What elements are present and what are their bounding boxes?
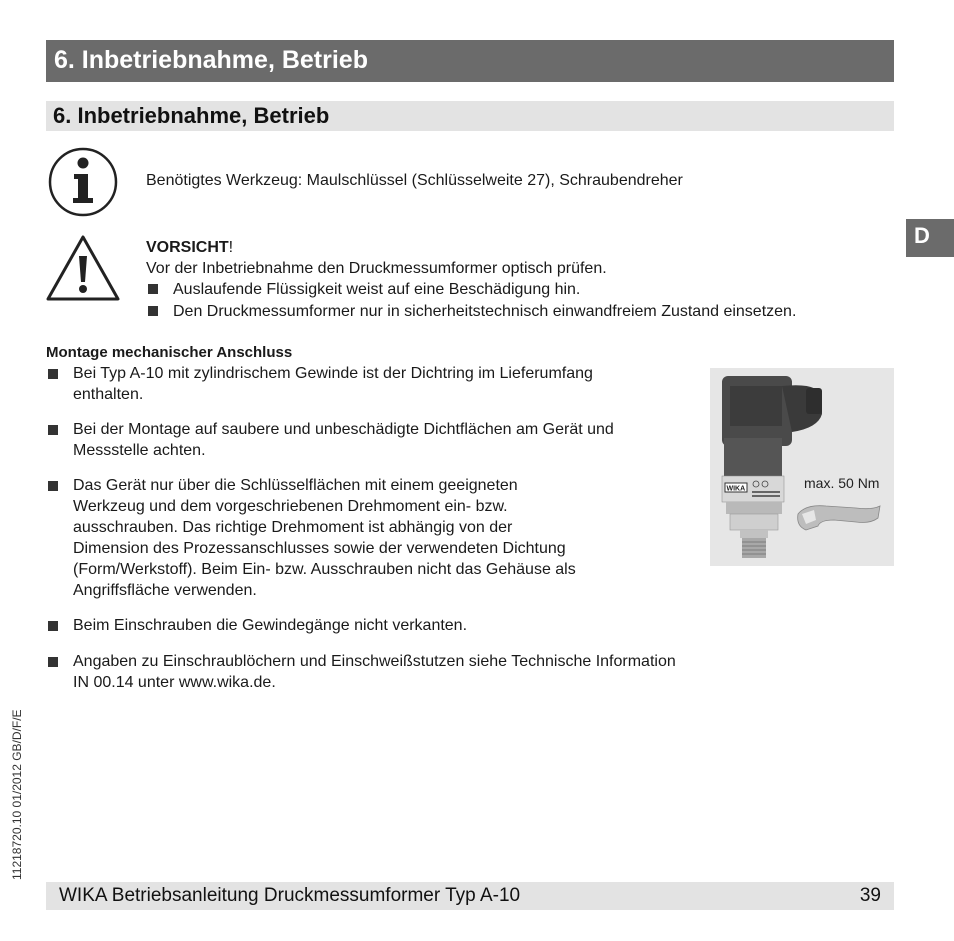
bullet-square-icon [48, 425, 58, 435]
mounting-bullet-line: Angriffsfläche verwenden. [73, 582, 257, 599]
pressure-transmitter-illustration [710, 368, 894, 566]
info-note-text: Benötigtes Werkzeug: Maulschlüssel (Schlüsselweite 27), Schraubendreher [146, 172, 683, 189]
torque-label: max. 50 Nm [804, 475, 880, 491]
bullet-square-icon [48, 657, 58, 667]
footer-title: WIKA Betriebsanleitung Druckmessumformer Typ A-10 [59, 885, 521, 906]
main-section-header [46, 40, 894, 82]
caution-bullet-text: Auslaufende Flüssigkeit weist auf eine Beschädigung hin. [173, 281, 581, 298]
footer-bar [46, 882, 894, 910]
language-tab-label: D [914, 223, 930, 248]
bullet-square-icon [148, 284, 158, 294]
warning-triangle-icon [45, 234, 121, 302]
bullet-square-icon [48, 621, 58, 631]
mounting-bullet-line: Werkzeug und dem vorgeschriebenen Drehmoment ein- bzw. [73, 498, 508, 515]
mounting-bullet-5 [73, 651, 676, 693]
mounting-bullet-2 [73, 419, 614, 461]
mounting-heading: Montage mechanischer Anschluss [46, 344, 293, 361]
caution-bullet-text: Den Druckmessumformer nur in sicherheitstechnisch einwandfreiem Zustand einsetzen. [173, 303, 797, 320]
caution-heading [146, 237, 233, 258]
bullet-square-icon [48, 369, 58, 379]
sub-section-header [46, 101, 894, 131]
mounting-bullet-line: Beim Einschrauben die Gewindegänge nicht verkanten. [73, 617, 468, 634]
product-photo [710, 368, 894, 566]
mounting-bullet-line: Das Gerät nur über die Schlüsselflächen mit einem geeigneten [73, 477, 518, 494]
mounting-bullet-line: IN 00.14 unter www.wika.de. [73, 674, 276, 691]
language-tab [906, 219, 954, 257]
mounting-bullet-line: Angaben zu Einschraublöchern und Einschweißstutzen siehe Technische Information [73, 653, 676, 670]
caution-heading-suffix: ! [228, 239, 234, 256]
caution-heading-label: VORSICHT [146, 239, 229, 256]
main-section-title: 6. Inbetriebnahme, Betrieb [54, 46, 368, 74]
mounting-bullet-4 [73, 615, 467, 636]
mounting-bullet-line: ausschrauben. Das richtige Drehmoment ist abhängig von der [73, 519, 513, 536]
mounting-bullet-1 [73, 363, 593, 405]
mounting-bullet-line: Dimension des Prozessanschlusses sowie der verwendeten Dichtung [73, 540, 566, 557]
bullet-square-icon [148, 306, 158, 316]
mounting-bullet-line: Messstelle achten. [73, 442, 206, 459]
mounting-bullet-line: enthalten. [73, 386, 144, 403]
mounting-bullet-line: (Form/Werkstoff). Beim Ein- bzw. Ausschrauben nicht das Gehäuse als [73, 561, 576, 578]
document-code: 11218720.10 01/2012 GB/D/F/E [10, 709, 24, 880]
caution-intro: Vor der Inbetriebnahme den Druckmessumformer optisch prüfen. [146, 260, 607, 277]
info-icon [47, 146, 119, 218]
mounting-bullet-3 [73, 475, 576, 601]
sub-section-title: 6. Inbetriebnahme, Betrieb [53, 103, 330, 128]
bullet-square-icon [48, 481, 58, 491]
photo-brand-label: WIKA [726, 485, 746, 493]
mounting-bullet-line: Bei Typ A-10 mit zylindrischem Gewinde ist der Dichtring im Lieferumfang [73, 365, 593, 382]
mounting-bullet-line: Bei der Montage auf saubere und unbeschädigte Dichtflächen am Gerät und [73, 421, 614, 438]
page-number: 39 [859, 885, 881, 906]
